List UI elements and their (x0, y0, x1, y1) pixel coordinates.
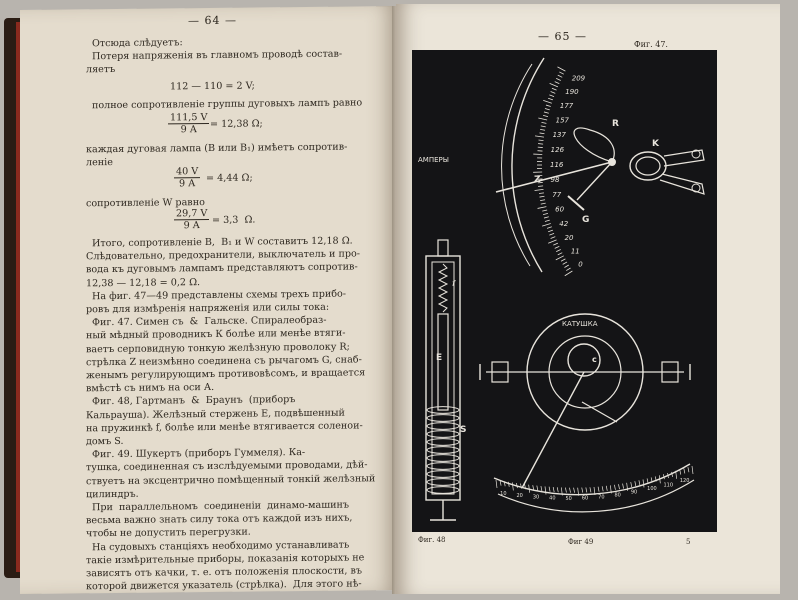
scale-tick (540, 129, 545, 130)
fig47-scale-label: 177 (559, 102, 574, 111)
fraction-result: = 12,38 Ω; (210, 118, 263, 130)
scale-tick (539, 193, 544, 194)
paragraph-line: стрѣлка Z неизмѣнно соединена съ рычагомъ G, снаб- (86, 354, 362, 369)
scale-tick (574, 488, 575, 493)
paragraph-line: чтобы не допустить перегрузки. (86, 526, 251, 540)
scale-tick (538, 186, 543, 187)
scale-tick (516, 483, 517, 488)
paragraph-line: На фиг. 47—49 представлены схемы трехъ прибо- (92, 288, 347, 303)
scale-tick (680, 470, 681, 475)
fig48-label-s: S (460, 425, 467, 435)
scale-tick (548, 240, 556, 243)
fig47-label-z: Z (534, 175, 541, 185)
fig47-lever (577, 162, 612, 200)
fig49-title: КАТУШКА (562, 320, 598, 328)
paragraph-line: При параллельномъ соединеніи динамо-машинъ (92, 499, 350, 514)
scale-tick (541, 126, 546, 127)
left-page (20, 6, 398, 594)
scale-tick (541, 122, 546, 123)
paragraph-line: весьма важно знать силу тока отъ каждой изъ нихъ, (86, 512, 353, 527)
scale-tick (614, 485, 615, 490)
scale-tick (544, 112, 549, 113)
paragraph-line: домъ S. (86, 435, 124, 448)
paragraph-line: 12,38 — 12,18 = 0,2 Ω. (86, 276, 201, 289)
equation: 112 — 110 = 2 V; (170, 80, 255, 93)
scale-tick (512, 482, 513, 490)
scale-tick (557, 67, 565, 71)
paragraph-line: такіе измѣрительные приборы, показанія которыхъ не (86, 552, 365, 567)
scale-tick (643, 479, 644, 487)
scale-tick (543, 115, 548, 116)
scale-tick (565, 488, 566, 493)
scale-tick (540, 133, 545, 134)
left-page-number: — 64 — (188, 13, 237, 28)
paragraph-line: вода къ дуговымъ лампамъ представляютъ сопротив- (86, 261, 358, 276)
scale-tick (659, 475, 660, 483)
figure-47-caption: Фиг. 47. (634, 40, 668, 49)
text-line: Отсюда слѣдуетъ: (92, 37, 183, 50)
figure-49-caption: Фиг 49 (568, 538, 594, 546)
scale-tick (564, 265, 568, 268)
scale-tick (538, 144, 543, 145)
scale-tick (647, 478, 648, 483)
scale-tick (550, 83, 558, 87)
fig48-top-knob (438, 240, 448, 256)
scale-tick (549, 487, 550, 492)
fig49-scale-label: 70 (598, 494, 605, 501)
scale-tick (540, 200, 545, 201)
scale-tick (558, 253, 562, 255)
paragraph-line: зависятъ отъ качки, т. е. отъ положенія плоскости, въ (86, 565, 363, 580)
text-line: полное сопротивленіе группы дуговыхъ лампъ равно (92, 97, 363, 112)
text-line: сопротивленіе W равно (86, 197, 205, 210)
scale-tick (538, 118, 547, 120)
scale-tick (549, 233, 554, 235)
fig47-scale-label: 126 (550, 146, 565, 155)
fig47-scale-label: 209 (571, 74, 586, 83)
fig47-label-r: R (612, 119, 619, 129)
fig47-scale-label: 20 (564, 233, 574, 242)
fig49-scale-label: 20 (516, 492, 523, 499)
fig47-scale-label: 11 (570, 247, 580, 256)
fig47-scale-title: АМПЕРЫ (418, 156, 449, 164)
fraction-denominator: 9 A (180, 124, 197, 136)
scale-tick (537, 486, 538, 491)
paragraph-line: которой движется указатель (стрѣлка). Для этого нѣ- (86, 578, 362, 593)
scale-tick (563, 262, 567, 264)
paragraph-line: ваетъ серповидную тонкую желѣзную проволоку R; (86, 341, 350, 355)
scale-tick (590, 487, 591, 492)
fig47-terminal-screw (692, 184, 700, 192)
paragraph-line: Фиг. 47. Симен съ & Гальске. Спиралеобраз- (92, 314, 327, 329)
paragraph-line: вмѣстѣ съ нимъ на оси А. (86, 382, 215, 395)
text-line: каждая дуговая лампа (В или В₁) имѣетъ сопротив- (86, 141, 348, 156)
scale-tick (539, 140, 544, 141)
scale-tick (663, 474, 664, 479)
scale-tick (586, 487, 587, 492)
scale-tick (559, 72, 563, 74)
fig47-scale-ticks (533, 67, 572, 276)
paragraph-line: На судовыхъ станціяхъ необходимо устанавливать (92, 539, 350, 553)
scale-tick (545, 108, 550, 109)
fig49-scale-label: 60 (581, 495, 589, 502)
scale-tick (556, 250, 561, 252)
fig47-scale-label: 77 (552, 190, 562, 199)
scale-tick (553, 487, 554, 492)
fig49-scale-label: 50 (565, 495, 572, 502)
fig49-scale-label: 100 (647, 486, 657, 493)
fraction-denominator: 9 A (183, 220, 200, 232)
fig47-scale-label: 0 (578, 260, 583, 269)
scale-tick (521, 484, 522, 489)
fig49-scale-label: 80 (614, 492, 621, 499)
fig47-iron-wire-r (574, 128, 614, 162)
paragraph-line: ный мѣдный проводникъ К болѣе или менѣе втяги- (86, 327, 346, 342)
scale-tick (556, 256, 564, 260)
scale-tick (555, 246, 560, 248)
fig49-scale-label: 90 (630, 489, 638, 496)
scale-tick (623, 484, 624, 489)
scale-tick (529, 485, 530, 493)
scale-tick (570, 488, 571, 493)
figure-48-caption: Фиг. 48 (418, 536, 446, 544)
paragraph-line: ствуетъ на эксцентрично помѣщенный тонкій желѣзный (86, 472, 376, 487)
fig47-coil-k-inner (636, 157, 660, 175)
fig47-scale-labels (550, 75, 586, 269)
fig49-label-c: c (592, 355, 597, 364)
scale-tick (508, 482, 509, 487)
scale-tick (543, 100, 552, 103)
scale-tick (545, 220, 550, 221)
scale-tick (540, 196, 545, 197)
fig47-scale-label: 60 (555, 205, 565, 214)
scale-tick (538, 207, 547, 209)
fig48-instrument (426, 240, 460, 520)
scale-tick (535, 189, 544, 190)
figures-illustration (412, 50, 717, 532)
scale-tick (631, 482, 632, 487)
scale-tick (561, 259, 565, 261)
fig49-scale-label: 10 (500, 490, 507, 497)
paragraph-line: Фиг. 48, Гартманъ & Браунъ (приборъ (92, 394, 296, 408)
paragraph-line: ровъ для измѣренія напряженія или силы тока: (86, 301, 330, 316)
scale-tick (692, 466, 693, 474)
fig49-scale-label: 120 (679, 478, 690, 485)
scale-tick (545, 486, 546, 494)
fig47-counterweight (568, 196, 584, 210)
fig47-scale-label: 42 (559, 219, 569, 228)
scale-tick (543, 213, 548, 214)
scale-tick (551, 92, 556, 94)
fraction-1 (168, 112, 209, 135)
fig48-label-e: E (436, 353, 443, 363)
paragraph-line: тушка, соединенная съ изслѣдуемыми проводами, дѣй- (86, 459, 368, 474)
fig49-instrument (480, 314, 694, 512)
scale-tick (556, 78, 561, 80)
fraction-result: = 4,44 Ω; (206, 172, 253, 185)
scale-tick (555, 82, 560, 84)
scale-tick (668, 473, 669, 478)
paragraph-line: Кальрауша). Желѣзный стержень Е, подвѣшенный (86, 407, 345, 421)
paragraph-line: Слѣдовательно, предохранители, выключатель и про- (86, 248, 361, 263)
fraction-2 (174, 166, 200, 189)
fig49-scale-label: 30 (532, 494, 540, 501)
scale-tick (557, 487, 558, 492)
fig49-scale-arc-outer (494, 464, 690, 495)
fig47-scale-label: 157 (555, 116, 570, 125)
fig47-scale-arc-inner (502, 64, 532, 266)
scale-tick (598, 487, 599, 492)
fig47-scale-label: 137 (552, 131, 566, 140)
scale-tick (582, 488, 583, 493)
fig49-scale-labels (500, 478, 689, 502)
fig49-scale-label: 40 (549, 495, 556, 502)
paragraph-line: женымъ регулирующимъ противовѣсомъ, и вращается (86, 367, 366, 382)
scale-tick (541, 203, 546, 204)
scale-tick (606, 486, 607, 491)
fraction-result: = 3,3 Ω. (212, 214, 256, 226)
scale-tick (553, 243, 558, 245)
scale-tick (549, 95, 554, 97)
scale-tick (558, 75, 562, 77)
right-page-number: — 65 — (538, 30, 587, 43)
figure-plate (412, 50, 717, 532)
fig47-scale-label: 116 (550, 161, 564, 170)
fraction-numerator: 40 V (176, 166, 199, 178)
scale-tick (547, 227, 552, 229)
scale-tick (535, 136, 544, 137)
fig47-scale-label: 98 (550, 175, 560, 184)
fig47-scale-label: 190 (565, 88, 579, 97)
fig47-ammeter (496, 58, 704, 276)
fig49-scale-label: 110 (663, 482, 674, 489)
scale-tick (639, 480, 640, 485)
scale-tick (688, 467, 689, 472)
scale-tick (546, 105, 551, 106)
fraction-3 (174, 208, 209, 231)
scale-tick (542, 223, 551, 226)
scale-tick (552, 88, 557, 90)
fig48-label-f: f (452, 279, 455, 288)
text-line: ляетъ (86, 63, 116, 76)
scale-tick (548, 230, 553, 232)
fig48-spring-f (439, 264, 447, 312)
fig47-label-k: K (652, 139, 659, 149)
corner-mark: 5 (686, 538, 691, 546)
text-line: Потеря напряженія въ главномъ проводѣ состав- (92, 48, 343, 63)
scale-tick (551, 237, 556, 239)
scale-tick (635, 481, 636, 486)
scale-tick (565, 271, 573, 276)
fraction-numerator: 29,7 V (176, 208, 208, 220)
fraction-numerator: 111,5 V (170, 112, 208, 124)
fig47-label-g: G (582, 215, 590, 225)
paragraph-line: Фиг. 49. Шукертъ (приборъ Гуммеля). Ка- (92, 447, 306, 461)
scale-tick (541, 486, 542, 491)
fraction-denominator: 9 A (179, 178, 196, 190)
scale-tick (566, 268, 570, 271)
scale-tick (542, 210, 547, 211)
scale-tick (496, 480, 497, 488)
paragraph-line: Итого, сопротивленіе В, В₁ и W составитъ 12,18 Ω. (92, 235, 353, 250)
paragraph-line: цилиндръ. (86, 488, 139, 501)
scale-tick (602, 486, 603, 491)
paragraph-line: на пружинкѣ f, болѣе или менѣе втягивается соленои- (86, 420, 363, 435)
scale-tick (684, 468, 685, 473)
fig48-inner-tube (432, 262, 454, 494)
scale-tick (544, 217, 549, 218)
scale-tick (619, 484, 620, 489)
scale-tick (548, 98, 553, 100)
text-line: леніе (86, 157, 113, 169)
